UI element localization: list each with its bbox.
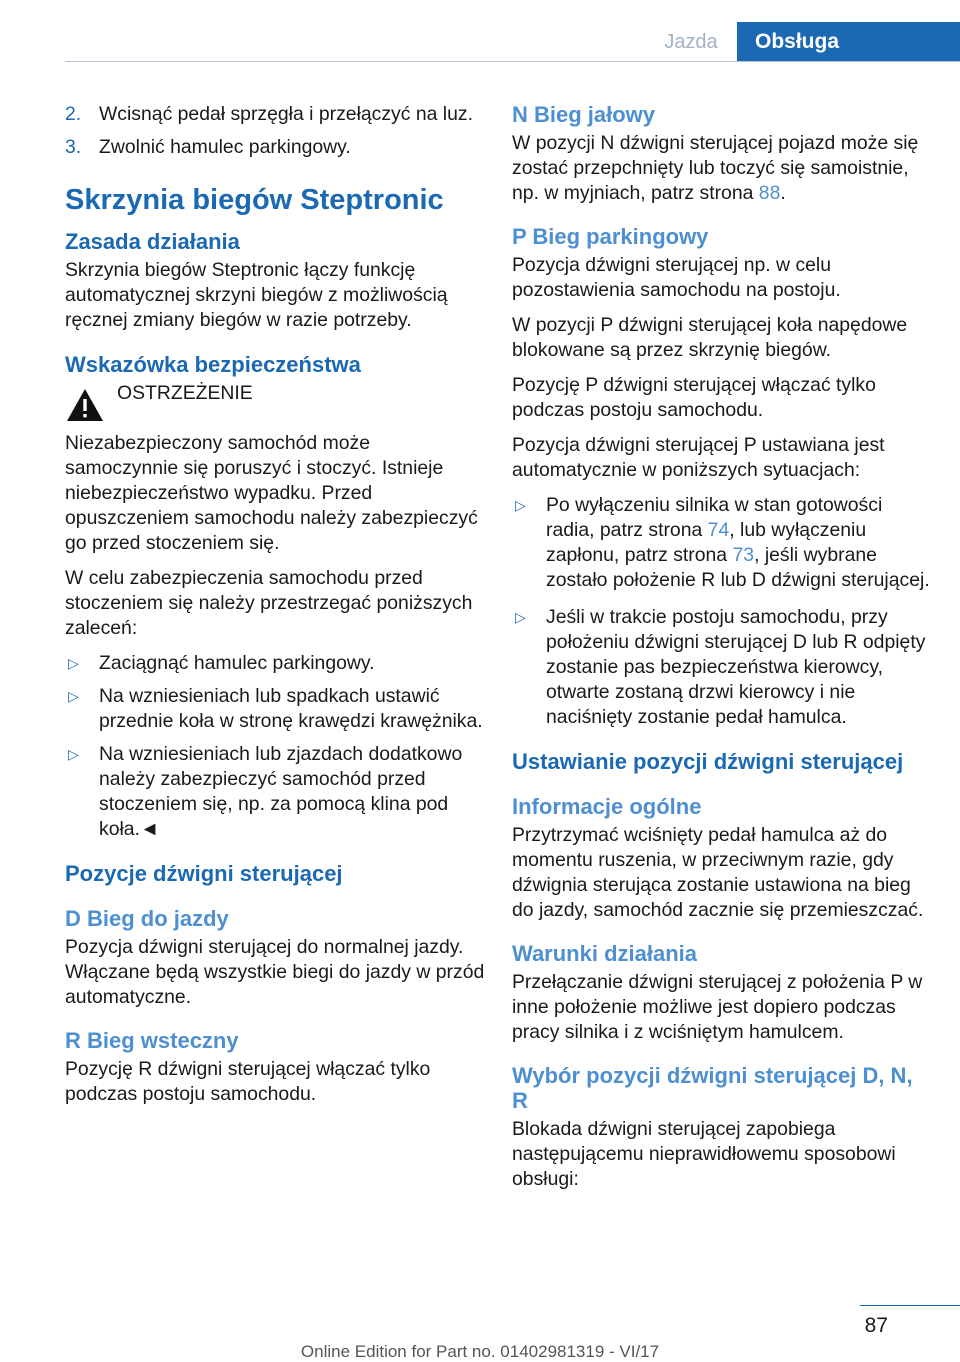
list-item-text: Na wzniesieniach lub zjazdach dodatkowo należy zabezpieczyć samochód przed stoczeniem się, np. za pomocą klina pod koła.◄: [99, 743, 463, 840]
header-tab-obsluga[interactable]: Obsługa: [737, 22, 960, 62]
list-item: [512, 493, 932, 593]
n-text-part: W pozycji N dźwigni sterującej pojazd może się zostać przepchnięty lub toczyć się samoistnie, np. w myjniach, patrz strona: [512, 132, 919, 204]
p-heading: P Bieg parkingowy: [512, 224, 709, 249]
n-heading: N Bieg jałowy: [512, 102, 656, 127]
n-text: [512, 131, 932, 206]
n-text-end: .: [780, 182, 786, 204]
p-text-4: Pozycja dźwigni sterującej P ustawiana jest automatycznie w poniższych sytuacjach:: [512, 434, 885, 481]
general-heading: Informacje ogólne: [512, 794, 702, 819]
secure-intro: W celu zabezpieczenia samochodu przed stoczeniem się należy przestrzegać poniższych zaleceń:: [65, 567, 473, 639]
list-item-text: Zaciągnąć hamulec parkingowy.: [99, 652, 375, 674]
p-text-3: Pozycję P dźwigni sterującej włączać tylko podczas postoju samochodu.: [512, 374, 876, 421]
header-tab-jazda[interactable]: Jazda: [664, 31, 718, 53]
footer-divider: [860, 1305, 960, 1306]
list-item-text: Po wyłączeniu silnika w stan gotowości radia, patrz strona: [546, 494, 883, 541]
page-link-74[interactable]: 74: [707, 519, 730, 541]
bullet-triangle-icon: ▷: [515, 609, 526, 625]
step-number: 3.: [65, 136, 82, 158]
d-heading: D Bieg do jazdy: [65, 906, 229, 931]
list-item-text: , lub wyłączeniu zapłonu, patrz strona: [546, 519, 867, 566]
list-item: [65, 651, 485, 676]
left-column: [65, 102, 485, 1117]
page-link-88[interactable]: 88: [758, 182, 781, 204]
conditions-heading: Warunki działania: [512, 941, 698, 966]
d-text: Pozycja dźwigni sterującej do normalnej jazdy. Włączane będą wszystkie biegi do jazdy w przód automatyczne.: [65, 936, 485, 1008]
list-item: [512, 605, 932, 730]
positions-heading: Pozycje dźwigni sterującej: [65, 861, 343, 886]
p-text-2: W pozycji P dźwigni sterującej koła napędowe blokowane są przez skrzynię biegów.: [512, 314, 908, 361]
warning-label: OSTRZEŻENIE: [117, 382, 253, 404]
warning-triangle-icon: [65, 387, 105, 423]
bullet-triangle-icon: ▷: [68, 655, 79, 671]
warning-box: [65, 381, 485, 431]
header-divider: [65, 61, 960, 62]
right-column: [512, 102, 932, 1202]
section-title: Skrzynia biegów Steptronic: [65, 184, 444, 216]
p-text-1: Pozycja dźwigni sterującej np. w celu pozostawienia samochodu na postoju.: [512, 254, 841, 301]
warning-text: Niezabezpieczony samochód może samoczynnie się poruszyć i stoczyć. Istnieje niebezpieczeństwo wypadku. Przed opuszczeniem samochodu należy zabezpieczyć go przed stoczeniem się.: [65, 432, 478, 554]
list-item: [65, 684, 485, 734]
r-heading: R Bieg wsteczny: [65, 1028, 239, 1053]
setting-heading: Ustawianie pozycji dźwigni sterującej: [512, 749, 904, 774]
safety-heading: Wskazówka bezpieczeństwa: [65, 352, 361, 377]
step-text: Zwolnić hamulec parkingowy.: [99, 136, 351, 158]
conditions-text: Przełączanie dźwigni sterującej z położenia P w inne położenie możliwe jest dopiero podczas pracy silnika i z wciśniętym hamulcem.: [512, 971, 923, 1043]
secure-bullets: [65, 651, 485, 842]
list-item-text: , jeśli wybrane zostało położenie R lub D dźwigni sterującej.: [546, 544, 930, 591]
bullet-triangle-icon: ▷: [68, 746, 79, 762]
r-text: Pozycję R dźwigni sterującej włączać tylko podczas postoju samochodu.: [65, 1058, 431, 1105]
page-link-73[interactable]: 73: [732, 544, 755, 566]
footer-edition: Online Edition for Part no. 01402981319 - VI/17: [300, 1342, 660, 1361]
list-item-text: Jeśli w trakcie postoju samochodu, przy położeniu dźwigni sterującej D lub R odpięty zostanie pas bezpieczeństwa kierowcy, otwarte zostaną drzwi kierowcy i nie naciśnięty zostanie pedał hamulca.: [546, 606, 926, 728]
list-item: [65, 742, 485, 842]
select-text: Blokada dźwigni sterującej zapobiega następującemu nieprawidłowemu sposobowi obsługi:: [512, 1118, 896, 1190]
page-number: 87: [864, 1314, 888, 1337]
numbered-steps: [65, 102, 485, 160]
bullet-triangle-icon: ▷: [68, 688, 79, 704]
step-text: Wcisnąć pedał sprzęgła i przełączyć na luz.: [99, 103, 473, 125]
list-item-text: Na wzniesieniach lub spadkach ustawić przednie koła w stronę krawędzi krawężnika.: [99, 685, 483, 732]
step-item: [65, 135, 485, 160]
principle-heading: Zasada działania: [65, 229, 240, 254]
bullet-triangle-icon: ▷: [515, 497, 526, 513]
select-heading: Wybór pozycji dźwigni sterującej D, N, R: [512, 1063, 913, 1113]
principle-text: Skrzynia biegów Steptronic łączy funkcję automatycznej skrzyni biegów z możliwością ręcznej zmiany biegów w razie potrzeby.: [65, 259, 448, 331]
auto-p-bullets: [512, 493, 932, 730]
step-item: [65, 102, 485, 127]
general-text: Przytrzymać wciśnięty pedał hamulca aż do momentu ruszenia, w przeciwnym razie, gdy dźwignia sterująca zostanie ustawiona na bieg do jazdy, samochód zacznie się przemieszczać.: [512, 824, 924, 921]
step-number: 2.: [65, 103, 82, 125]
